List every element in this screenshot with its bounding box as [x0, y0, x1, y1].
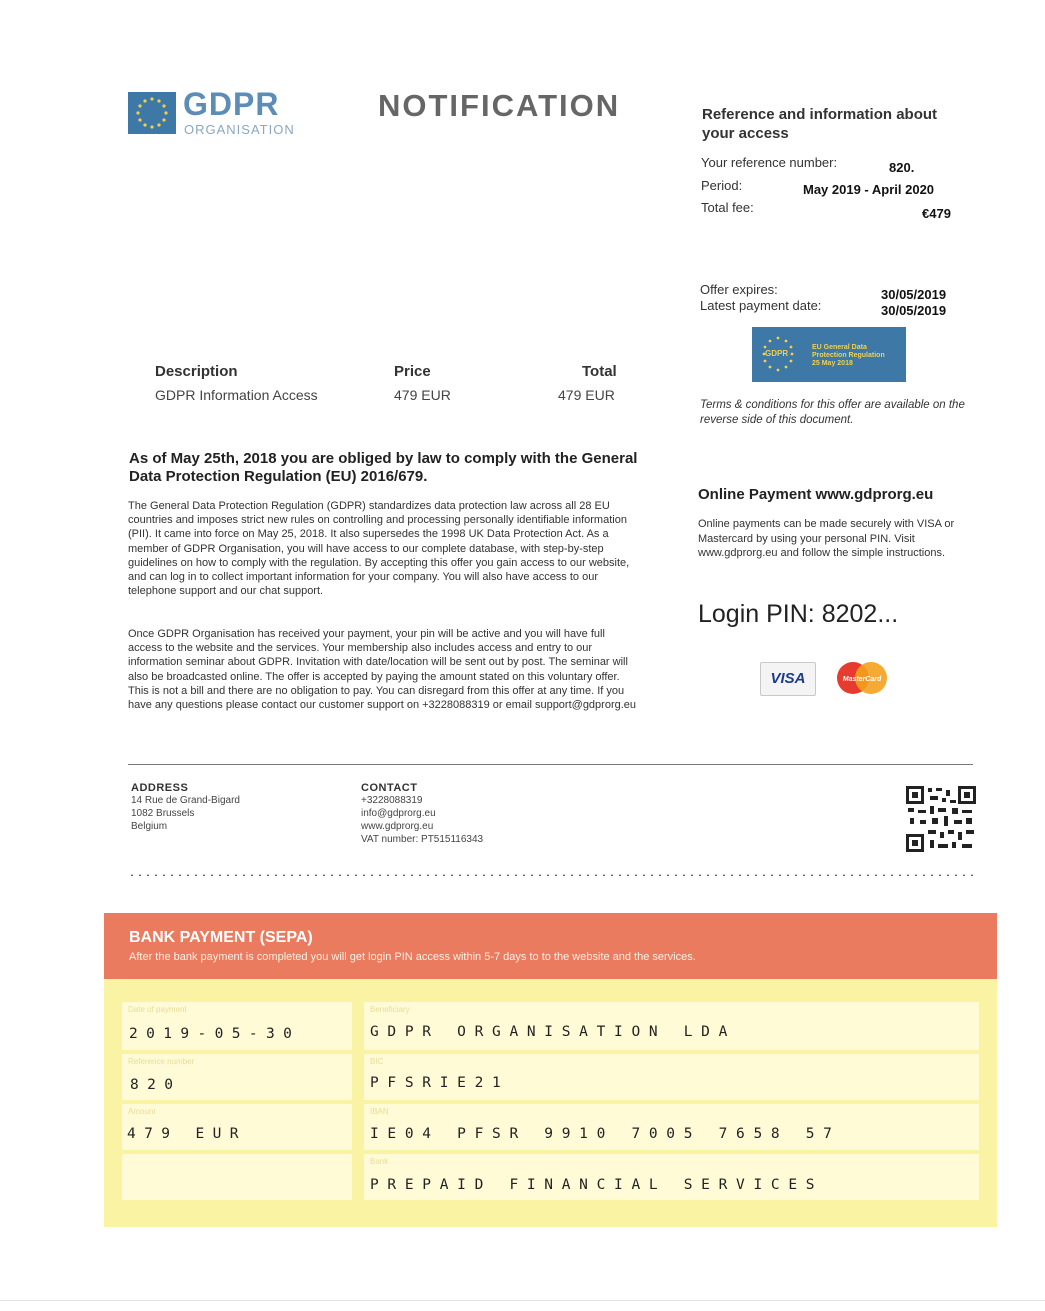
reference-heading: Reference and information about your access [702, 106, 938, 142]
gdpr-seal-badge [752, 327, 906, 382]
table-cell-description: GDPR Information Access [155, 387, 318, 403]
address-heading: ADDRESS [131, 782, 189, 794]
address-line: 14 Rue de Grand-Bigard [131, 795, 240, 806]
seal-badge-text: GDPR [765, 349, 789, 358]
contact-email: info@gdprorg.eu [361, 808, 436, 819]
page-edge [0, 1300, 1045, 1301]
reference-field-value: 820 [130, 1077, 182, 1093]
beneficiary-field-value: GDPR ORGANISATION LDA [370, 1024, 737, 1040]
beneficiary-field-label: Beneficiary [370, 1005, 410, 1014]
total-fee-label: Total fee: [701, 200, 754, 215]
table-header-price: Price [394, 363, 431, 380]
bank-payment-title: BANK PAYMENT (SEPA) [129, 929, 313, 946]
bank-name-field-label: Bank [370, 1157, 389, 1166]
latest-payment-value: 30/05/2019 [881, 303, 947, 318]
mastercard-logo-icon [832, 660, 892, 696]
bank-name-field-value: PREPAID FINANCIAL SERVICES [370, 1177, 824, 1193]
gdpr-paragraph-2: Once GDPR Organisation has received your payment, your pin will be active and you will have full access to the website and the services. Your membership also includes access and entry to our information seminar about GDPR. Invitation with date/location will be sent out by post. The seminar will also be broadcasted online. The offer is accepted by paying the amount stated on this voluntary offer. This is not a bill and there are no obligation to pay. You can disregard from this offer at any time. If you have any questions please contact our customer support on +3228088319 or email support@gdprorg.eu [128, 628, 637, 712]
address-line: Belgium [131, 821, 168, 832]
total-fee-value: €479 [922, 206, 951, 221]
seal-line-1: EU General Data [812, 344, 867, 351]
visa-logo-icon: VISA [760, 662, 816, 696]
offer-expires-label: Offer expires: [700, 282, 778, 297]
login-pin-label: Login PIN: [698, 600, 815, 628]
logo-title: GDPR [183, 86, 280, 122]
amount-field-value: 479 EUR [127, 1126, 247, 1142]
address-line: 1082 Brussels [131, 808, 195, 819]
contact-website: www.gdprorg.eu [361, 821, 434, 832]
amount-field-label: Amount [128, 1107, 156, 1116]
law-heading: As of May 25th, 2018 you are obliged by law to comply with the General Data Protection Regulation (EU) 2016/679. [129, 450, 638, 485]
offer-expires-value: 30/05/2019 [881, 287, 947, 302]
seal-line-2: Protection Regulation [812, 352, 885, 359]
qr-code-icon [906, 786, 976, 852]
table-header-total: Total [582, 363, 617, 380]
iban-field-value: IE04 PFSR 9910 7005 7658 57 [370, 1126, 841, 1142]
login-pin [698, 600, 898, 629]
period-value: May 2019 - April 2020 [803, 182, 935, 197]
terms-note: Terms & conditions for this offer are available on the reverse side of this document. [700, 399, 965, 426]
contact-heading: CONTACT [361, 782, 418, 794]
reference-field-label: Reference number [128, 1057, 195, 1066]
seal-line-3: 25 May 2018 [812, 360, 853, 367]
mastercard-logo-text: MasterCard [842, 676, 882, 683]
contact-block [361, 782, 483, 846]
bic-field-value: PFSRIE21 [370, 1075, 510, 1091]
bank-payment-subtitle: After the bank payment is completed you will get login PIN access within 5-7 days to to the website and the services. [129, 951, 696, 963]
login-pin-value: 8202... [821, 600, 899, 628]
page-title: NOTIFICATION [378, 88, 621, 123]
logo-subtitle: ORGANISATION [184, 122, 295, 137]
table-cell-total: 479 EUR [558, 387, 615, 403]
gdpr-logo-icon [128, 92, 176, 134]
reference-number-label: Your reference number: [701, 155, 838, 170]
empty-field [122, 1154, 352, 1200]
period-label: Period: [701, 178, 743, 193]
bic-field-label: BIC [370, 1057, 384, 1066]
contact-phone: +3228088319 [361, 795, 423, 806]
footer-divider [128, 764, 973, 765]
date-field-value: 2019-05-30 [129, 1026, 301, 1042]
reference-number-value: 820. [889, 160, 915, 175]
address-block [131, 782, 240, 833]
iban-field-label: IBAN [370, 1107, 389, 1116]
table-header-description: Description [155, 363, 238, 380]
gdpr-paragraph-1: The General Data Protection Regulation (GDPR) standardizes data protection law across all 28 EU countries and imposes strict new rules on controlling and processing personally identifiable information (PII). It came into force on May 25, 2018. It also supersedes the 1998 UK Data Protection Act. As a member of GDPR Organisation, you will have access to our complete database, with step-by-step guidelines on how to comply with the regulation. By accepting this offer you gain access to our website, and can log in to collect important information for your company. You will also have access to our telephone support and our chat support. [128, 500, 630, 598]
cut-line [128, 874, 976, 876]
online-payment-heading: Online Payment www.gdprorg.eu [698, 486, 934, 503]
latest-payment-label: Latest payment date: [700, 298, 822, 313]
online-payment-text: Online payments can be made securely with VISA or Mastercard by using your personal PIN. Visit www.gdprorg.eu and follow the simple instructions. [698, 518, 955, 559]
date-field-label: Date of payment [128, 1005, 187, 1014]
contact-vat: VAT number: PT515116343 [361, 834, 484, 845]
table-cell-price: 479 EUR [394, 387, 451, 403]
